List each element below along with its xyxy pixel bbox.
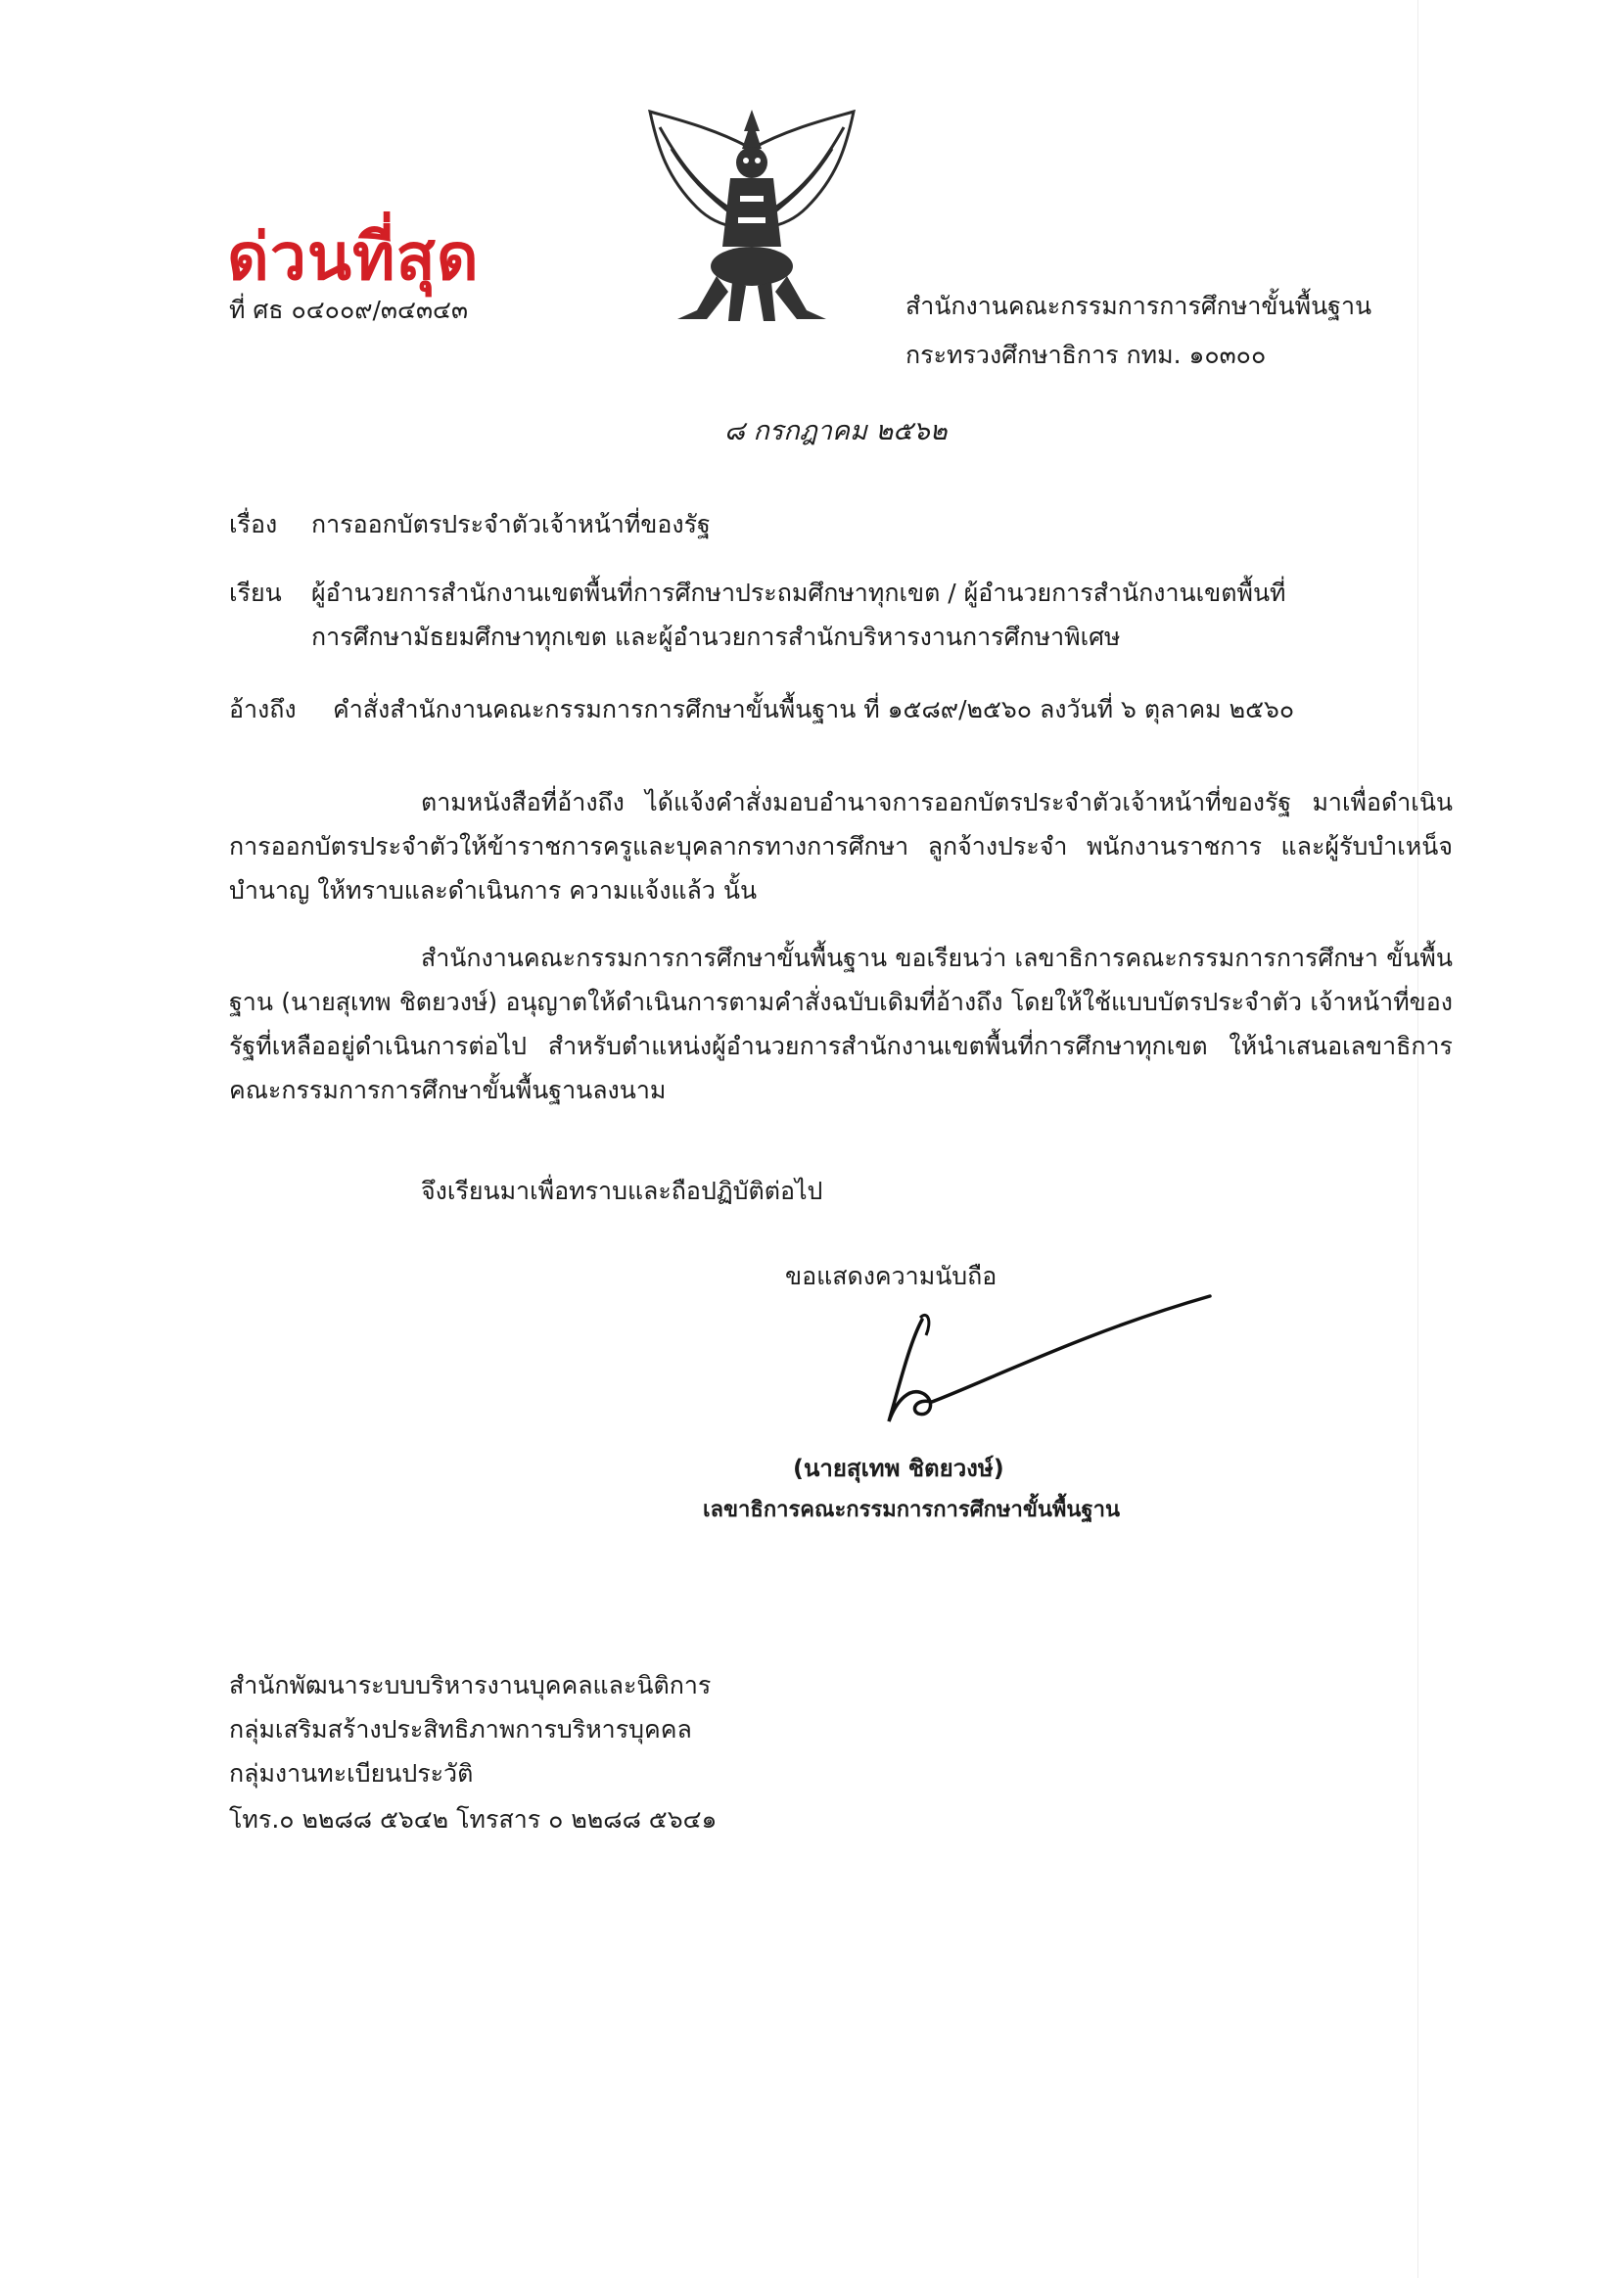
body-paragraph-3: จึงเรียนมาเพื่อทราบและถือปฏิบัติต่อไป bbox=[421, 1177, 823, 1205]
sender-org-address: กระทรวงศึกษาธิการ กทม. ๑๐๓๐๐ bbox=[905, 341, 1267, 369]
letter-date: ๘ กรกฎาคม ๒๕๖๒ bbox=[724, 416, 948, 446]
footer-department: สำนักพัฒนาระบบบริหารงานบุคคลและนิติการ bbox=[229, 1671, 712, 1699]
subject-label: เรื่อง bbox=[229, 510, 278, 538]
subject-text: การออกบัตรประจำตัวเจ้าหน้าที่ของรัฐ bbox=[311, 510, 711, 538]
recipient-line-1: ผู้อำนวยการสำนักงานเขตพื้นที่การศึกษาประถมศึกษาทุกเขต / ผู้อำนวยการสำนักงานเขตพื้นที่ bbox=[311, 579, 1286, 607]
document-number: ที่ ศธ ๐๔๐๐๙/๓๔๓๔๓ bbox=[229, 296, 469, 324]
closing-salutation: ขอแสดงความนับถือ bbox=[785, 1262, 998, 1290]
sender-org-name: สำนักงานคณะกรรมการการศึกษาขั้นพื้นฐาน bbox=[905, 292, 1372, 320]
recipient-line-2: การศึกษามัธยมศึกษาทุกเขต และผู้อำนวยการสำนักบริหารงานการศึกษาพิเศษ bbox=[311, 623, 1121, 651]
garuda-emblem-icon bbox=[638, 110, 865, 335]
recipient-label: เรียน bbox=[229, 579, 282, 607]
body-paragraph-1: ตามหนังสือที่อ้างถึง ได้แจ้งคำสั่งมอบอำนาจการออกบัตรประจำตัวเจ้าหน้าที่ของรัฐ มาเพื่อดำเนินการออกบัตรประจำตัวให้ข้าราชการครูและบุคลากรทางการศึกษา ลูกจ้างประจำ พนักงานราชการ และผู้รับบำเหน็จบำนาญ ให้ทราบและดำเนินการ ความแจ้งแล้ว นั้น bbox=[229, 788, 1453, 905]
signatory-position: เลขาธิการคณะกรรมการการศึกษาขั้นพื้นฐาน bbox=[703, 1498, 1120, 1522]
scan-edge-line bbox=[1417, 0, 1418, 2278]
footer-group: กลุ่มเสริมสร้างประสิทธิภาพการบริหารบุคคล bbox=[229, 1715, 692, 1743]
handwritten-signature-icon bbox=[871, 1292, 1224, 1439]
signatory-name: (นายสุเทพ ชิตยวงษ์) bbox=[793, 1455, 1004, 1482]
footer-contact: โทร.๐ ๒๒๘๘ ๕๖๔๒ โทรสาร ๐ ๒๒๘๘ ๕๖๔๑ bbox=[229, 1805, 718, 1834]
reference-text: คำสั่งสำนักงานคณะกรรมการการศึกษาขั้นพื้นฐาน ที่ ๑๕๘๙/๒๕๖๐ ลงวันที่ ๖ ตุลาคม ๒๕๖๐ bbox=[333, 695, 1295, 723]
body-paragraph-2: สำนักงานคณะกรรมการการศึกษาขั้นพื้นฐาน ขอเรียนว่า เลขาธิการคณะกรรมการการศึกษา ขั้นพื้นฐาน (นายสุเทพ ชิตยวงษ์) อนุญาตให้ดำเนินการตามคำสั่งฉบับเดิมที่อ้างถึง โดยให้ใช้แบบบัตรประจำตัว เจ้าหน้าที่ของรัฐที่เหลืออยู่ดำเนินการต่อไป สำหรับตำแหน่งผู้อำนวยการสำนักงานเขตพื้นที่การศึกษาทุกเขต ให้นำเสนอเลขาธิการคณะกรรมการการศึกษาขั้นพื้นฐานลงนาม bbox=[229, 944, 1453, 1104]
footer-unit: กลุ่มงานทะเบียนประวัติ bbox=[229, 1759, 474, 1788]
urgency-stamp: ด่วนที่สุด bbox=[227, 219, 480, 295]
reference-label: อ้างถึง bbox=[229, 695, 297, 723]
